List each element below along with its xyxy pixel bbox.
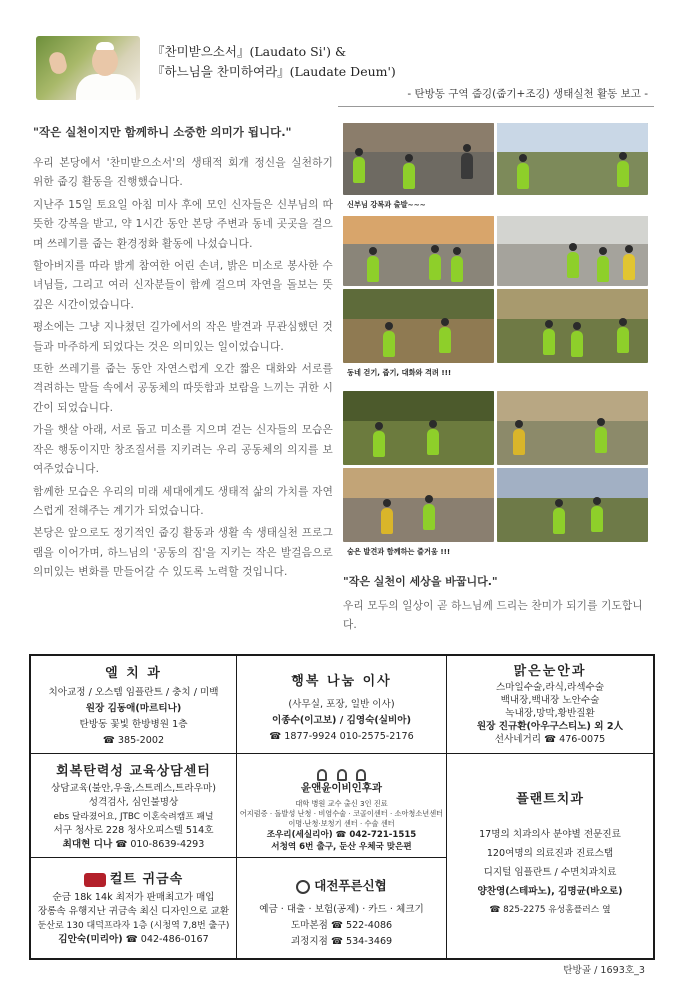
ad-line: ☎ 385-2002 (102, 735, 165, 746)
paragraph: 함께한 모습은 우리의 미래 세대에게도 생태적 삶의 가치를 자연스럽게 전해주는 계기가 되었습니다. (33, 485, 333, 517)
photo-finding-3 (343, 468, 494, 542)
photo-blessing-1 (343, 123, 494, 195)
ad-contact-name: 김안숙(미리아) (58, 934, 123, 945)
ad-line: 대학 병원 교수 출신 3인 진료 (295, 799, 388, 808)
photo-caption-1: 신부님 강복과 출발~~~ (347, 200, 426, 209)
ad-line: 서청역 6번 출구, 둔산 우체국 맞은편 (271, 842, 412, 852)
pope-photo (36, 36, 140, 100)
header (36, 36, 654, 106)
ad-line: 이명·난청·보청기 센터 · 수술 센터 (288, 819, 395, 828)
photo-walking-1 (343, 216, 494, 286)
ad-line: (사무실, 포장, 일반 이사) (288, 699, 395, 710)
ad-line: 어지럼증 · 돌발성 난청 · 비염수술 · 코골이센터 · 소아청소년센터 (239, 809, 444, 818)
ad-title: 엘 치 과 (105, 666, 162, 681)
ad-line: 디지털 임플란트 / 수면치과치료 (483, 867, 617, 878)
paragraph: 가을 햇살 아래, 서로 돕고 미소를 지으며 걷는 신자들의 모습은 작은 행동이지만 창조질서를 지키려는 우리 공동체의 의지를 보여주었습니다. (33, 424, 333, 476)
ad-line: 백내장,백내장 노안수술 (500, 695, 600, 706)
ad-line: 양찬영(스테파노), 김명균(바오로) (477, 886, 623, 897)
ad-line: 조우리(세실리아) ☎ 042-721-1515 (266, 830, 417, 840)
paragraph: 또한 쓰레기를 줍는 동안 자연스럽게 오간 짧은 대화와 서로를 격려하는 말들 속에서 공동체의 따뜻함과 보람을 느끼는 귀한 시간이 되었습니다. (33, 363, 333, 414)
paragraphs (33, 154, 333, 583)
white-robe (76, 74, 136, 100)
ad-line: 성격검사, 심인불명상 (88, 797, 179, 808)
photo-blessing-2 (497, 123, 648, 195)
ad-counseling (31, 754, 237, 858)
ad-title: 윤앤윤이비인후과 (300, 782, 383, 794)
closing-text: 우리 모두의 일상이 곧 하느님께 드리는 찬미가 되기를 기도합니다. (343, 600, 643, 631)
ad-title: 대전푸른신협 (314, 878, 387, 893)
ad-line: 장롱속 유행지난 귀금속 최신 디자인으로 교환 (37, 906, 230, 917)
ad-title: 행복 나눔 이사 (291, 674, 392, 689)
page-footer: 탄방골 / 1693호_3 (563, 965, 645, 976)
paragraph: 평소에는 그냥 지나쳤던 길가에서의 작은 발견과 무관심했던 것들과 마주하게 되었다는 것은 의미있는 일이었습니다. (33, 321, 333, 353)
ad-line: 스마일수술,라식,라섹수술 (495, 682, 605, 693)
ad-line: 둔산로 130 대덕프라자 1층 (시청역 7,8번 출구) (37, 921, 230, 931)
ad-line: ebs 달라졌어요, JTBC 이혼숙려캠프 패널 (53, 812, 214, 822)
ad-el-dental (31, 656, 237, 754)
ad-phone: ☎ 042-486-0167 (125, 934, 209, 945)
ad-eye-clinic (447, 656, 653, 754)
ad-line: ☎ 1877-9924 010-2575-2176 (269, 731, 414, 742)
ad-title: 맑은눈안과 (513, 664, 587, 679)
ad-jewelry (31, 858, 237, 958)
ad-ent-clinic (237, 754, 447, 858)
ad-line: 녹내장,망막,황반질환 (505, 708, 595, 719)
ad-line: 치아교정 / 오스템 임플란트 / 충치 / 미백 (48, 687, 219, 698)
photo-finding-1 (343, 391, 494, 465)
ad-phone: ☎ 010-8639-4293 (115, 839, 205, 850)
ad-line: 괴정지점 ☎ 534-3469 (290, 936, 393, 947)
ad-contact-name: 최대현 디나 (62, 839, 113, 850)
jewelry-logo-icon (84, 873, 106, 887)
paragraph: 우리 본당에서 '찬미받으소서'의 생태적 회개 정신을 실천하기 위한 줍깅 활동을 진행했습니다. (33, 157, 333, 189)
title-line-1: 『찬미받으소서』(Laudato Si') & (152, 44, 347, 59)
ad-line: 원장 진규환(아우구스티노) 외 2人 (476, 721, 624, 732)
photo-finding-4 (497, 468, 648, 542)
ad-line: 서구 청사로 228 청사오피스텔 514호 (53, 825, 214, 836)
ad-line: 선사네거리 ☎ 476-0075 (494, 734, 606, 745)
article-body (33, 124, 333, 586)
ad-line: 순금 18k 14k 최저가 판매최고가 매입 (52, 892, 215, 903)
credit-union-logo-icon (296, 880, 310, 894)
ad-line: ☎ 825-2275 유성홈플러스 옆 (489, 905, 611, 915)
closing-quote: "작은 실천이 세상을 바꿉니다." (343, 575, 498, 588)
ad-plant-dental (447, 754, 653, 958)
photo-finding-2 (497, 391, 648, 465)
ad-title: 컬트 귀금속 (109, 872, 184, 887)
ad-moving (237, 656, 447, 754)
ad-credit-union (237, 858, 447, 958)
ad-line: 도마본점 ☎ 522-4086 (290, 920, 393, 931)
ads-grid (29, 654, 655, 960)
ad-line: 예금 · 대출 · 보험(공제) · 카드 · 체크기 (259, 904, 424, 915)
ad-title: 회복탄력성 교육상담센터 (56, 764, 211, 779)
ad-line: 17명의 치과의사 분야별 전문진료 (479, 829, 621, 840)
photo-caption-3: 숨은 발견과 함께하는 즐거움 !!! (347, 547, 451, 556)
ad-line: 원장 김동애(마르티나) (85, 703, 182, 714)
ad-line: 탄방동 꽃빛 한방병원 1층 (79, 719, 188, 730)
face (92, 46, 118, 76)
subtitle-rule (338, 106, 654, 107)
ad-title-row (31, 868, 236, 887)
paragraph: 본당은 앞으로도 정기적인 줍깅 활동과 생활 속 생태실천 프로그램을 이어가며, 하느님의 '공동의 집'을 지키는 작은 발걸음으로 의미있는 변화를 만들어갈 수 있도록 노력할 것입니다. (33, 527, 333, 579)
photo-walking-3 (343, 289, 494, 363)
raised-hand (47, 50, 68, 75)
ad-line: 이종수(이고보) / 김영숙(실비아) (272, 715, 411, 726)
paragraph: 지난주 15일 토요일 아침 미사 후에 모인 신자들은 신부님의 따뜻한 강복을 받고, 약 1시간 동안 본당 주변과 동네 곳곳을 걸으며 쓰레기를 줍는 환경정화 활동에 나섰습니다. (33, 198, 333, 250)
ad-title: 플랜트치과 (516, 792, 584, 807)
paragraph: 할아버지를 따라 밝게 참여한 어린 손녀, 밝은 미소로 봉사한 수녀님들, 그리고 여러 신자분들이 함께 걸으며 자연을 돌보는 뜻깊은 시간이었습니다. (33, 260, 333, 311)
ent-logo (237, 766, 446, 780)
photo-caption-2: 동네 걷기, 줍기, 대화와 격려 !!! (347, 368, 452, 377)
ad-line: 120여명의 의료진과 진료스탭 (486, 848, 614, 859)
lead-quote: "작은 실천이지만 함께하니 소중한 의미가 됩니다." (33, 125, 292, 139)
ad-line: 상담교육(불안,우울,스트레스,트라우마) (51, 783, 216, 794)
ad-title-row (237, 876, 446, 894)
photo-walking-4 (497, 289, 648, 363)
title-line-2: 『하느님을 찬미하여라』(Laudate Deum') (152, 64, 396, 79)
photo-walking-2 (497, 216, 648, 286)
report-subtitle: - 탄방동 구역 줍깅(줍기+조깅) 생태실천 활동 보고 - (407, 88, 648, 100)
zucchetto (96, 42, 114, 50)
